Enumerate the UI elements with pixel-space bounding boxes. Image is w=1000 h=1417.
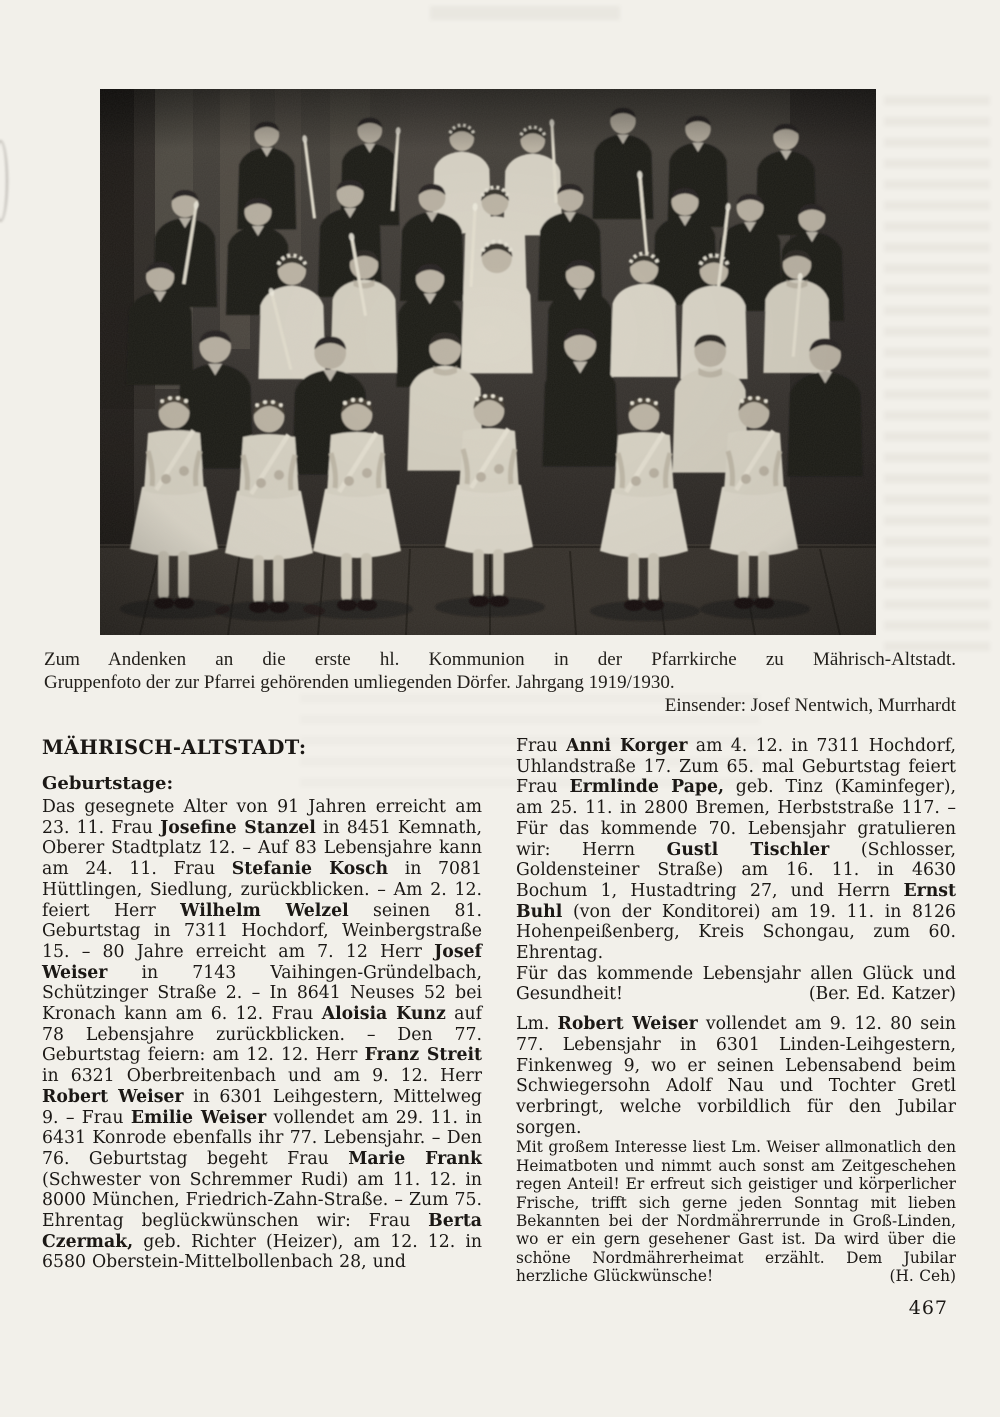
left-column bbox=[42, 736, 482, 1286]
photo-caption bbox=[44, 649, 956, 718]
caption-line-2: Gruppenfoto der zur Pfarrei gehörenden umliegenden Dörfer. Jahrgang 1919/1930. bbox=[44, 671, 675, 693]
weiser-note-paragraph: Mit großem Interesse liest Lm. Weiser allmonatlich den Heimatboten und nimmt auch sonst am Zeitgeschehen regen Anteil! Er erfreut sich geistiger und körperlicher Frische, trifft sich gerne jeden Sonntag mit lieben Bekannten bei der Nordmährerrunde in Groß-Linden, wo er ein gern gesehener Gast ist. Da wird über die schöne Nordmährerheimat erzählt. Dem Jubilar herzliche Glückwünsche! (H. Ceh) bbox=[516, 1138, 956, 1286]
caption-submitter: Einsender: Josef Nentwich, Murrhardt bbox=[664, 695, 956, 716]
scan-edge-mark bbox=[0, 140, 8, 222]
subsection-heading: Geburtstage: bbox=[42, 773, 174, 794]
two-column-article bbox=[42, 736, 956, 1286]
communion-group-photo-art bbox=[100, 89, 876, 635]
section-heading: MÄHRISCH-ALTSTADT: bbox=[42, 736, 307, 759]
communion-group-photo bbox=[100, 89, 876, 635]
right-column bbox=[516, 736, 956, 1286]
wish-line: Für das kommende Lebensjahr allen Glück und Gesundheit! (Ber. Ed. Katzer) bbox=[516, 963, 956, 1005]
robert-weiser-paragraph: Lm. Robert Weiser vollendet am 9. 12. 80 sein 77. Lebensjahr in 6301 Linden-Leihgestern, Finkenweg 9, wo er seinen Lebensabend beim Schwiegersohn Adolf Nau und Tochter Gretl verbringt, welche vorbildlich für den Jubilar sorgen. bbox=[516, 1014, 956, 1138]
bleed-through-smudge bbox=[884, 96, 990, 656]
bleed-through-smudge bbox=[430, 6, 620, 20]
birthdays-paragraph-continued: Frau Anni Korger am 4. 12. in 7311 Hochdorf, Uhlandstraße 17. Zum 65. mal Geburtstag feiert Frau Ermlinde Pape, geb. Tinz (Kaminfeger), am 25. 11. in 2800 Bremen, Herbststraße 117. – Für das kommende 70. Lebensjahr gratulieren wir: Herrn Gustl Tischler (Schlosser, Goldensteiner Straße) am 16. 11. in 4630 Bochum 1, Hustadtring 27, und Herrn Ernst Buhl (von der Konditorei) am 19. 11. in 8126 Hohenpeißenberg, Kreis Schongau, zum 60. Ehrentag. bbox=[516, 736, 957, 964]
page-number: 467 bbox=[908, 1297, 948, 1319]
birthdays-paragraph: Das gesegnete Alter von 91 Jahren erreicht am 23. 11. Frau Josefine Stanzel in 8451 Kemnath, Oberer Stadtplatz 12. – Auf 83 Lebensjahre kann am 24. 11. Frau Stefanie Kosch in 7081 Hüttlingen, Siedlung, zurückblicken. – Am 2. 12. feiert Herr Wilhelm Welzel seinen 81. Geburtstag in 7311 Hochdorf, Weinbergstraße 15. – 80 Jahre erreicht am 7. 12 Herr Josef Weiser in 7143 Vaihingen-Gründelbach, Schützinger Straße 2. – In 8641 Neuses 52 bei Kronach kann am 6. 12. Frau Aloisia Kunz auf 78 Lebensjahre zurückblicken. – Den 77. Geburtstag feiern: am 12. 12. Herr Franz Streit in 6321 Oberbreitenbach und am 9. 12. Herr Robert Weiser in 6301 Leihgestern, Mittelweg 9. – Frau Emilie Weiser vollendet am 29. 11. in 6431 Konrode ebenfalls ihr 77. Lebensjahr. – Den 76. Geburtstag begeht Frau Marie Frank (Schwester von Schremmer Rudi) am 11. 12. in 8000 München, Friedrich-Zahn-Straße. – Zum 75. Ehrentag beglückwünschen wir: Frau Berta Czermak, geb. Richter (Heizer), am 12. 12. in 6580 Oberstein-Mittelbollenbach 28, und bbox=[42, 797, 483, 1273]
caption-line-1: Zum Andenken an die erste hl. Kommunion in der Pfarrkirche zu Mährisch-Altstadt. bbox=[44, 649, 956, 670]
